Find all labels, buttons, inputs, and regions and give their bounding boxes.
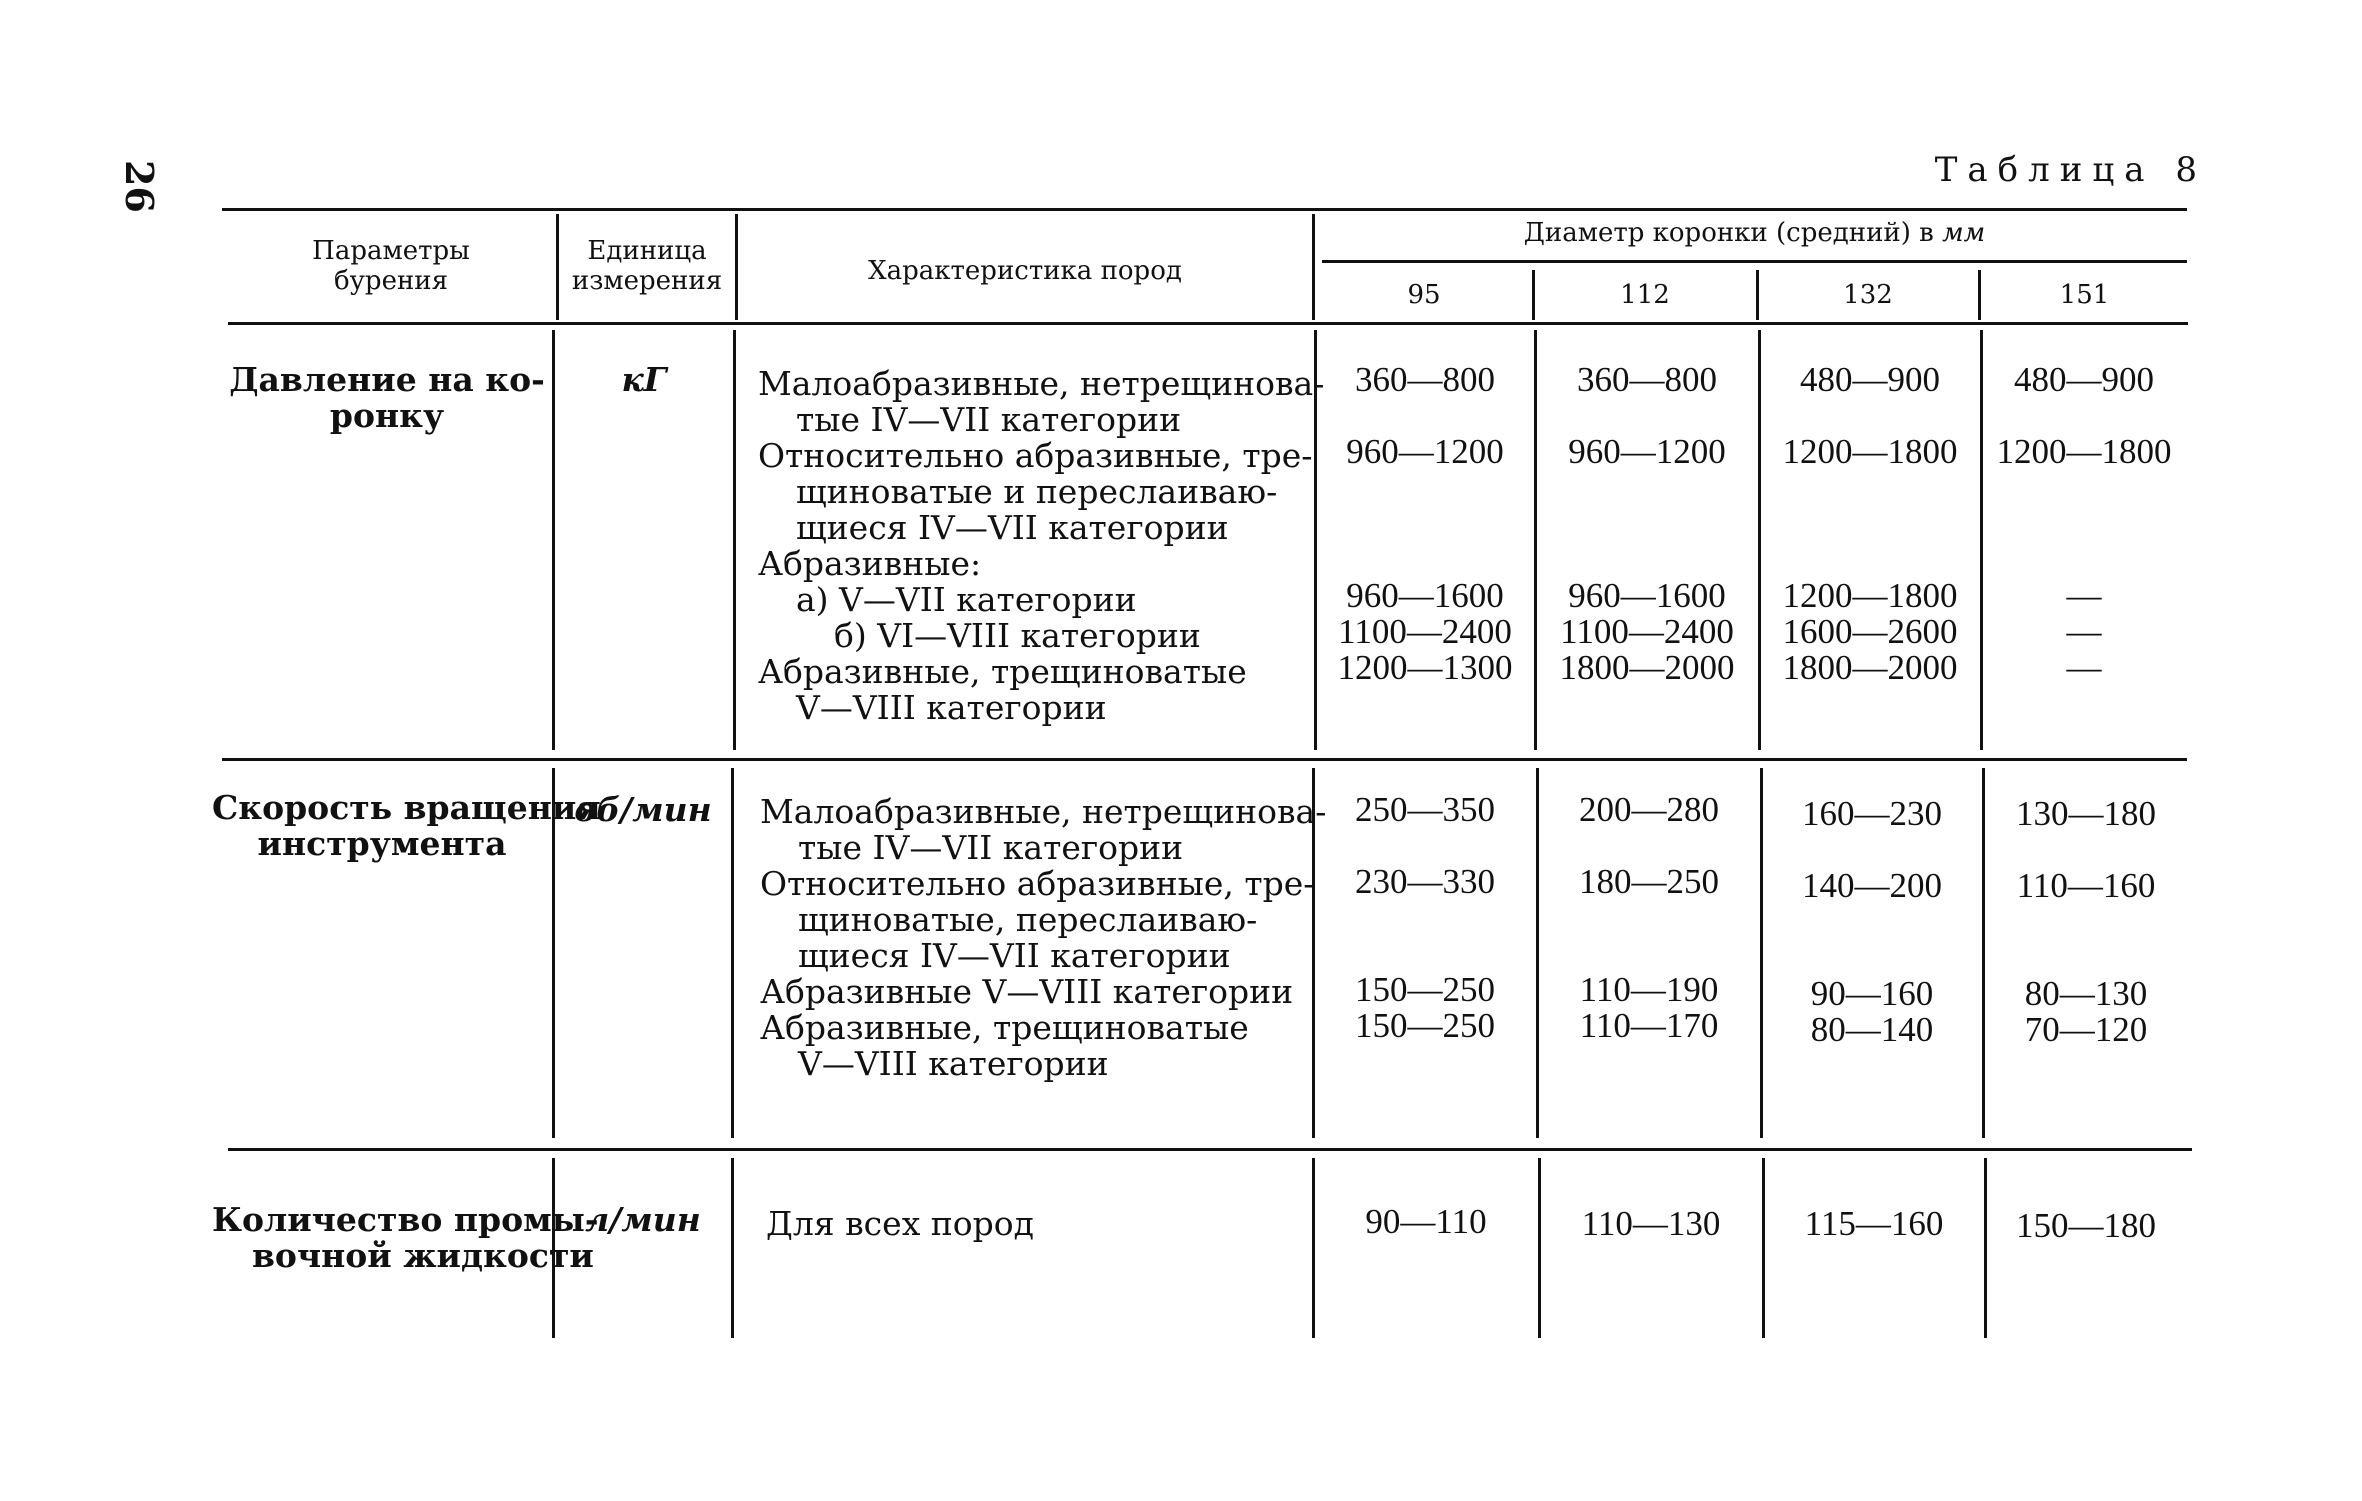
header-sub-rule xyxy=(1322,260,2187,263)
s1-r1-c2: 360—800 xyxy=(1577,360,1717,399)
s3-divider-2 xyxy=(731,1158,734,1338)
s1-r2-c2: 960—1200 xyxy=(1568,432,1726,471)
s2-r4-c1: 150—250 xyxy=(1355,1006,1495,1045)
s3-characteristic: Для всех пород xyxy=(766,1204,1034,1243)
s1-r5-c4: — xyxy=(2066,648,2102,687)
s1-r2-c4: 1200—1800 xyxy=(1996,432,2172,471)
s3-divider-5 xyxy=(1762,1158,1765,1338)
s1-divider-4 xyxy=(1534,330,1537,750)
s1-r5-c2: 1800—2000 xyxy=(1559,648,1735,687)
s3-unit: л/мин xyxy=(585,1200,701,1239)
s1-r4-c1: 1100—2400 xyxy=(1338,612,1512,651)
s3-divider-3 xyxy=(1312,1158,1315,1338)
s1-param: Давление на ко- ронку xyxy=(229,360,545,435)
header-param: Параметры бурения xyxy=(312,236,470,296)
s1-r5-c3: 1800—2000 xyxy=(1782,648,1958,687)
s1-r5-c1: 1200—1300 xyxy=(1337,648,1513,687)
s2-r2-c4: 110—160 xyxy=(2016,866,2156,905)
table-top-rule xyxy=(222,208,2187,211)
s1-characteristic: Малоабразивные, нетрещинова- тые IV—VII категории Относительно абразивные, тре- щиноватые и переслаиваю- щиеся IV—VII категории Абразивные: а) V—VII категории б) VI—VIII категории Абразивные, трещиноватые V—VIII категории xyxy=(758,364,1325,727)
header-divider-5 xyxy=(1756,270,1759,320)
section-rule-2 xyxy=(228,1148,2192,1151)
header-diameter-112: 112 xyxy=(1620,280,1670,310)
s2-r2-c2: 180—250 xyxy=(1579,862,1719,901)
header-divider-6 xyxy=(1978,270,1981,320)
s2-r4-c4: 70—120 xyxy=(2024,1010,2148,1049)
s1-divider-2 xyxy=(733,330,736,750)
s1-r1-c1: 360—800 xyxy=(1355,360,1495,399)
header-divider-3 xyxy=(1312,214,1315,320)
header-divider-2 xyxy=(735,214,738,320)
s1-r3-c2: 960—1600 xyxy=(1568,576,1726,615)
s3-r1-c1: 90—110 xyxy=(1365,1202,1487,1241)
s2-r3-c3: 90—160 xyxy=(1810,974,1934,1013)
header-divider-4 xyxy=(1532,270,1535,320)
s2-characteristic: Малоабразивные, нетрещинова- тые IV—VII категории Относительно абразивные, тре- щиноватые, переслаиваю- щиеся IV—VII категории Абразивные V—VIII категории Абразивные, трещиноватые V—VIII категории xyxy=(760,792,1327,1083)
table-title: Таблица 8 xyxy=(1934,150,2207,190)
s1-r4-c2: 1100—2400 xyxy=(1560,612,1734,651)
s2-unit: об/мин xyxy=(574,790,712,829)
s1-r4-c3: 1600—2600 xyxy=(1782,612,1958,651)
header-unit: Единица измерения xyxy=(571,236,723,296)
s2-divider-4 xyxy=(1536,768,1539,1138)
s1-divider-6 xyxy=(1980,330,1983,750)
s2-r4-c3: 80—140 xyxy=(1810,1010,1934,1049)
s3-divider-6 xyxy=(1984,1158,1987,1338)
s1-r3-c3: 1200—1800 xyxy=(1782,576,1958,615)
s3-r1-c2: 110—130 xyxy=(1581,1204,1721,1243)
s1-divider-5 xyxy=(1758,330,1761,750)
s2-divider-5 xyxy=(1760,768,1763,1138)
page-number: 26 xyxy=(117,160,162,213)
s2-r1-c3: 160—230 xyxy=(1802,794,1942,833)
s2-r1-c2: 200—280 xyxy=(1579,790,1719,829)
s2-r3-c2: 110—190 xyxy=(1579,970,1719,1009)
s3-r1-c4: 150—180 xyxy=(2016,1206,2156,1245)
header-bottom-rule xyxy=(228,322,2188,325)
s2-r3-c1: 150—250 xyxy=(1355,970,1495,1009)
header-diameter-132: 132 xyxy=(1843,280,1893,310)
s2-divider-2 xyxy=(731,768,734,1138)
header-diameter-151: 151 xyxy=(2059,280,2110,310)
s1-r2-c1: 960—1200 xyxy=(1346,432,1504,471)
s1-r1-c3: 480—900 xyxy=(1800,360,1940,399)
s1-r1-c4: 480—900 xyxy=(2014,360,2154,399)
s2-r1-c1: 250—350 xyxy=(1355,790,1495,829)
s1-r4-c4: — xyxy=(2066,612,2102,651)
s1-unit: кГ xyxy=(621,360,667,399)
s1-divider-1 xyxy=(552,330,555,750)
s2-r1-c4: 130—180 xyxy=(2016,794,2156,833)
header-characteristic: Характеристика пород xyxy=(868,256,1182,286)
s2-r4-c2: 110—170 xyxy=(1579,1006,1719,1045)
s2-r2-c1: 230—330 xyxy=(1355,862,1495,901)
s3-divider-4 xyxy=(1538,1158,1541,1338)
s2-divider-6 xyxy=(1982,768,1985,1138)
header-diameter-group: Диаметр коронки (средний) в мм xyxy=(1523,218,1986,248)
s2-r3-c4: 80—130 xyxy=(2024,974,2148,1013)
header-divider-1 xyxy=(556,214,559,320)
s3-param: Количество промы- вочной жидкости xyxy=(212,1200,599,1275)
s3-r1-c3: 115—160 xyxy=(1804,1204,1944,1243)
section-rule-1 xyxy=(222,758,2187,761)
s2-r2-c3: 140—200 xyxy=(1802,866,1942,905)
s1-r2-c3: 1200—1800 xyxy=(1782,432,1958,471)
header-diameter-95: 95 xyxy=(1407,280,1441,310)
s1-r3-c4: — xyxy=(2066,576,2102,615)
s2-param: Скорость вращения инструмента xyxy=(212,788,601,863)
s1-r3-c1: 960—1600 xyxy=(1346,576,1504,615)
